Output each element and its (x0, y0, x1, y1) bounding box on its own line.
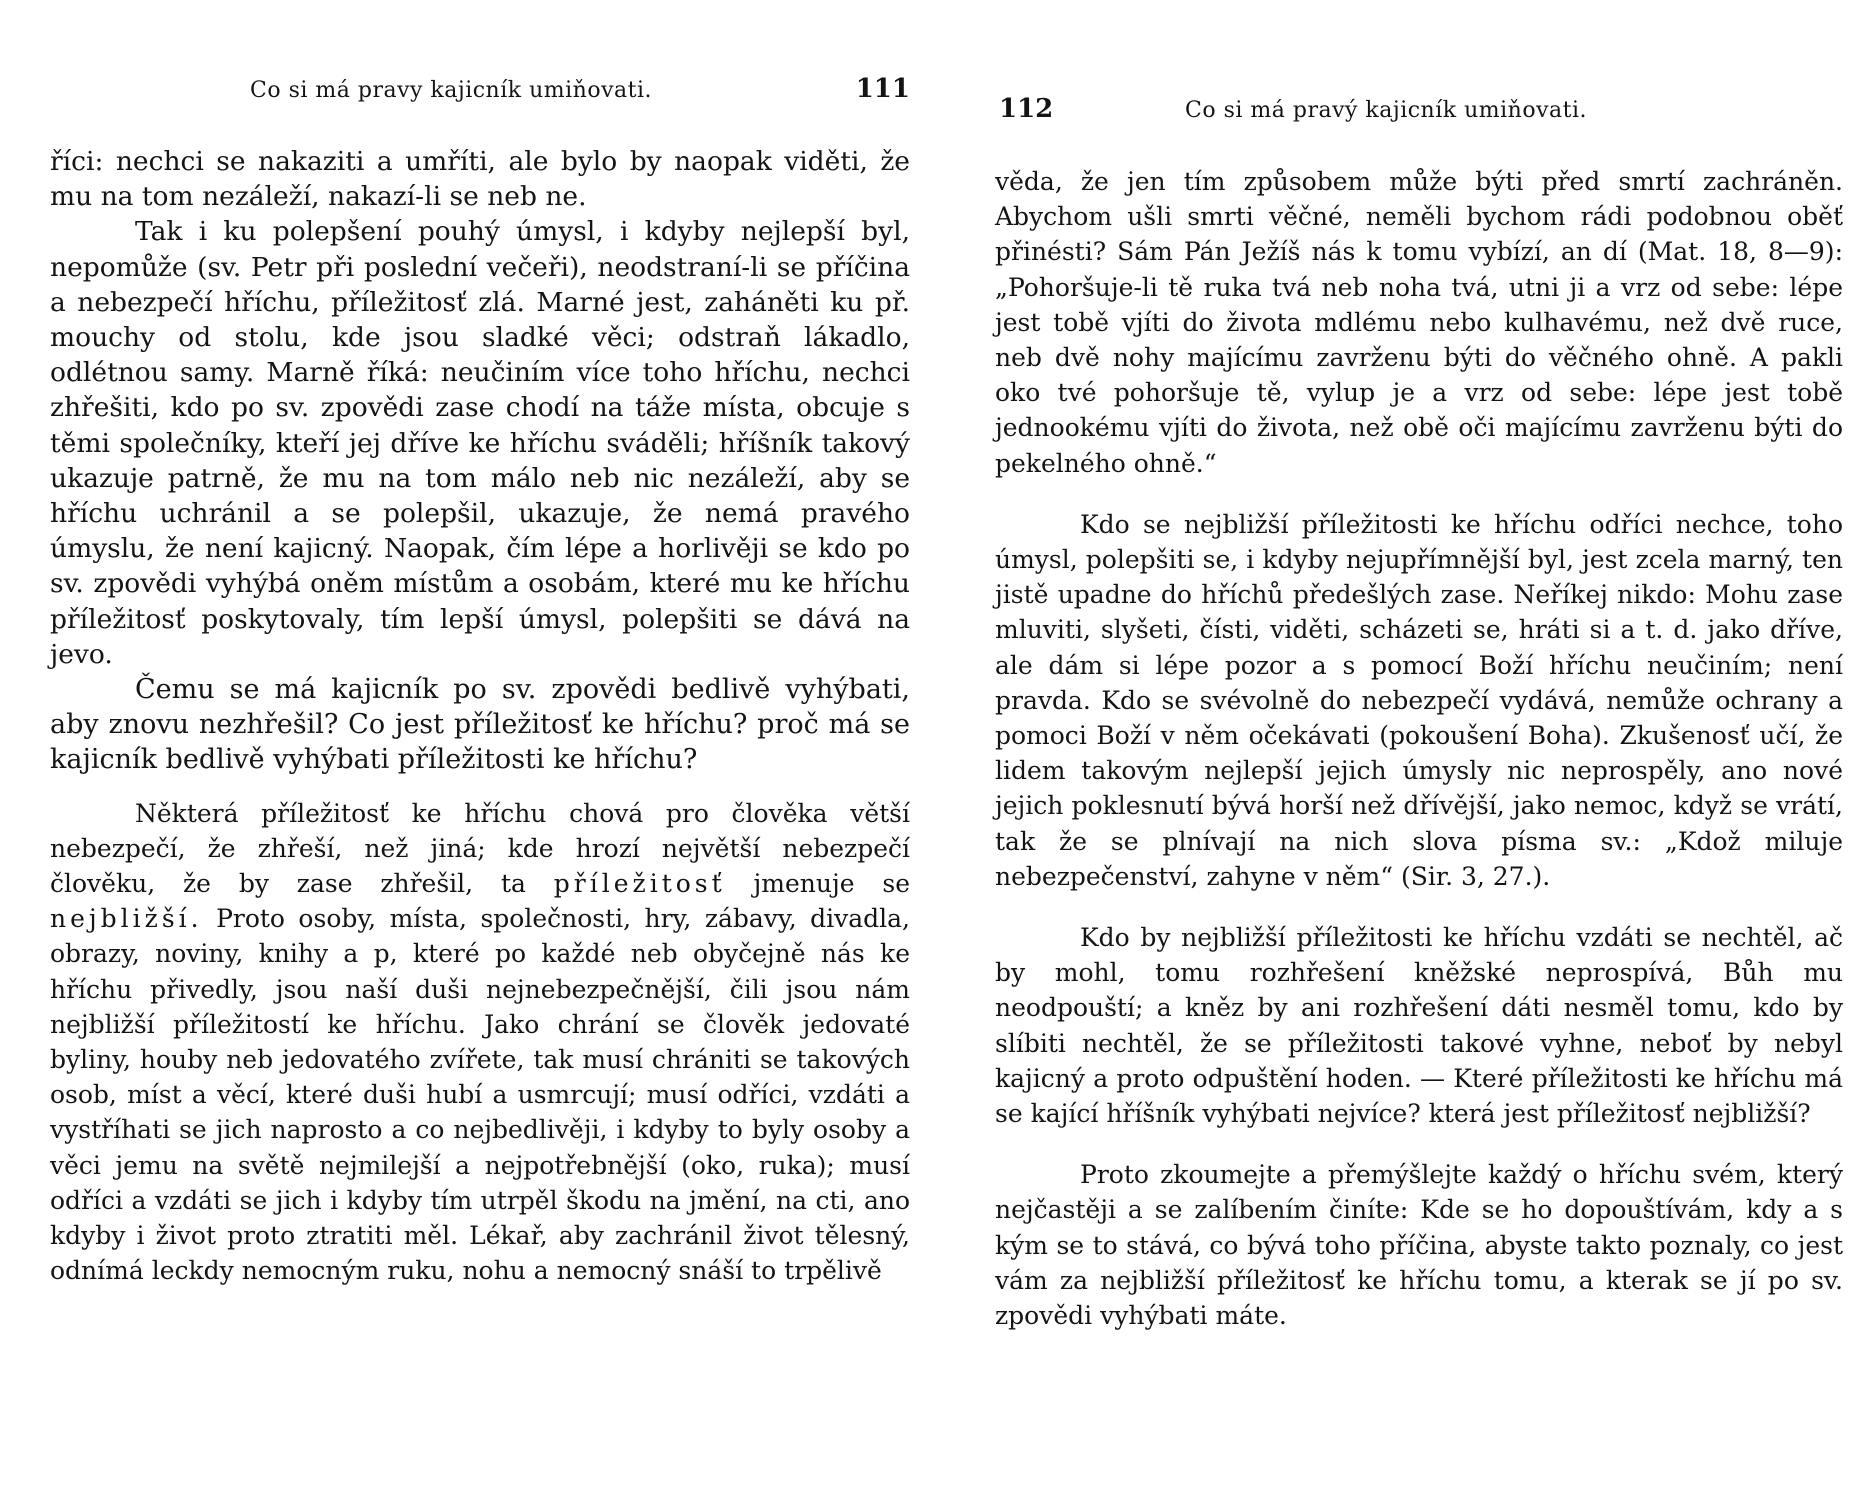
left-paragraph-2: Tak i ku polepšení pouhý úmysl, i kdyby nejlepší byl, nepomůže (sv. Petr při poslední večeři), neodstraní-li se příčina a nebezpečí hříchu, příležitosť zlá. Marné jest, zaháněti ku př. mouchy od stolu, kde jsou sladké věci; odstraň lákadlo, odlétnou samy. Marně říká: neučiním více toho hříchu, nechci zhřešiti, kdo po sv. zpovědi zase chodí na táže místa, obcuje s těmi společníky, kteří jej dříve ke hříchu sváděli; hříšník takový ukazuje patrně, že mu na tom málo neb nic nezáleží, aby se hříchu uchránil a se polepšil, ukazuje, že nemá pravého úmyslu, že není kajicný. Naopak, čím lépe a horlivěji se kdo po sv. zpovědi vyhýbá oněm místům a osobám, které mu ke hříchu příležitosť poskytovaly, tím lepší úmysl, polepšiti se dává na jevo. (50, 216, 910, 670)
left-body-text (50, 144, 910, 1289)
term-prilezitost: příležitosť (553, 869, 726, 899)
left-question-paragraph: Čemu se má kajicník po sv. zpovědi bedlivě vyhýbati, aby znovu nezhřešil? Co jest příležitosť ke hříchu? proč má se kajicník bedlivě vyhýbati příležitosti ke hříchu? (50, 674, 910, 776)
left-paragraph-4-part-2: jmenuje se (753, 869, 911, 899)
right-body-text (995, 164, 1843, 1333)
term-nejblizsi: nejbližší. (50, 904, 203, 934)
right-running-title: Co si má pravý kajicník umiňovati. (1185, 98, 1587, 123)
right-paragraph-4: Proto zkoumejte a přemýšlejte každý o hříchu svém, který nejčastěji a se zalíbením činíte: Kde se ho dopouštívám, kdy a s kým se to stává, co bývá toho příčina, abyste takto poznaly, co jest vám za nejbližší příležitosť ke hříchu tomu, a kterak se jí po sv. zpovědi vyhýbati máte. (995, 1160, 1843, 1331)
left-page (50, 0, 910, 1500)
left-paragraph-4 (50, 796, 910, 1289)
right-paragraph-2: Kdo se nejbližší příležitosti ke hříchu odříci nechce, toho úmysl, polepšiti se, i kdyby nejupřímnější byl, jest zcela marný, ten jistě upadne do hříchů předešlých zase. Neříkej nikdo: Mohu zase mluviti, slyšeti, čísti, viděti, scházeti se, hráti si a t. d. jako dříve, ale dám si lépe pozor a s pomocí Boží hříchu neučiním; není pravda. Kdo se svévolně do nebezpečí vydává, nemůže ochrany a pomoci Boží v něm očekávati (pokoušení Boha). Zkušenosť učí, že lidem takovým nejlepší jejich úmysly nic neprospěly, ano nové jejich poklesnutí bývá horší než dřívější, jako nemoc, když se vrátí, tak že se plnívají na nich slova písma sv.: „Kdož miluje nebezpečenství, zahyne v něm“ (Sir. 3, 27.). (995, 509, 1843, 891)
right-page (995, 0, 1843, 1500)
right-page-number: 112 (999, 94, 1054, 124)
right-paragraph-1: věda, že jen tím způsobem může býti před smrtí zachráněn. Abychom ušli smrti věčné, neměli bychom rádi podobnou oběť přinésti? Sám Pán Ježíš nás k tomu vybízí, an dí (Mat. 18, 8—9): „Pohoršuje-li tě ruka tvá neb noha tvá, utni ji a vrz od sebe: lépe jest tobě vjíti do života mdlému nebo kulhavému, než dvě ruce, neb dvě nohy majícímu zavrženu býti do věčného ohně. A pakli oko tvé pohoršuje tě, vylup je a vrz od sebe: lépe jest tobě jednookému vjíti do života, než obě oči majícímu zavrženu býti do pekelného ohně.“ (995, 167, 1843, 478)
left-running-head (50, 72, 910, 108)
left-running-title: Co si má pravy kajicník umiňovati. (250, 78, 652, 103)
left-paragraph-4-part-1: Některá příležitosť ke hříchu chová pro člověka větší nebezpečí, že zhřeší, než jiná; kde hrozí největší nebezpečí člověku, že by zase zhřešil, ta (50, 798, 910, 899)
left-paragraph-4-part-3: Proto osoby, místa, společnosti, hry, zábavy, divadla, obrazy, noviny, knihy a p, které po každé neb obyčejně nás ke hříchu přivedly, jsou naší duši nejnebezpečnější, čili jsou nám nejbližší příležitostí ke hříchu. Jako chrání se člověk jedovaté byliny, houby neb jedovatého zvířete, tak musí chrániti se takových osob, míst a věcí, které duši hubí a usmrcují; musí odříci, vzdáti a vystříhati se jich naprosto a co nejbedlivěji, i kdyby to byly osoby a věci jemu na světě nejmilejší a nejpotřebnější (oko, ruka); musí odříci a vzdáti se jich i kdyby tím utrpěl škodu na jmění, na cti, ano kdyby i život proto ztratiti měl. Lékař, aby zachránil život tělesný, odnímá leckdy nemocným ruku, nohu a nemocný snáší to trpělivě (50, 904, 911, 1286)
right-running-head (995, 72, 1843, 124)
left-paragraph-1: říci: nechci se nakaziti a umříti, ale bylo by naopak viděti, že mu na tom nezáleží, nakazí-li se neb ne. (50, 146, 910, 213)
right-paragraph-3: Kdo by nejbližší příležitosti ke hříchu vzdáti se nechtěl, ač by mohl, tomu rozhřešení kněžské neprospívá, Bůh mu neodpouští; a kněz by ani rozhřešení dáti nesměl tomu, kdo by slíbiti nechtěl, že se příležitosti takové vyhne, neboť by nebyl kajicný a proto odpuštění hoden. — Které příležitosti ke hříchu má se kající hříšník vyhýbati nejvíce? která jest příležitosť nejbližší? (995, 923, 1843, 1129)
left-page-number: 111 (855, 74, 910, 104)
